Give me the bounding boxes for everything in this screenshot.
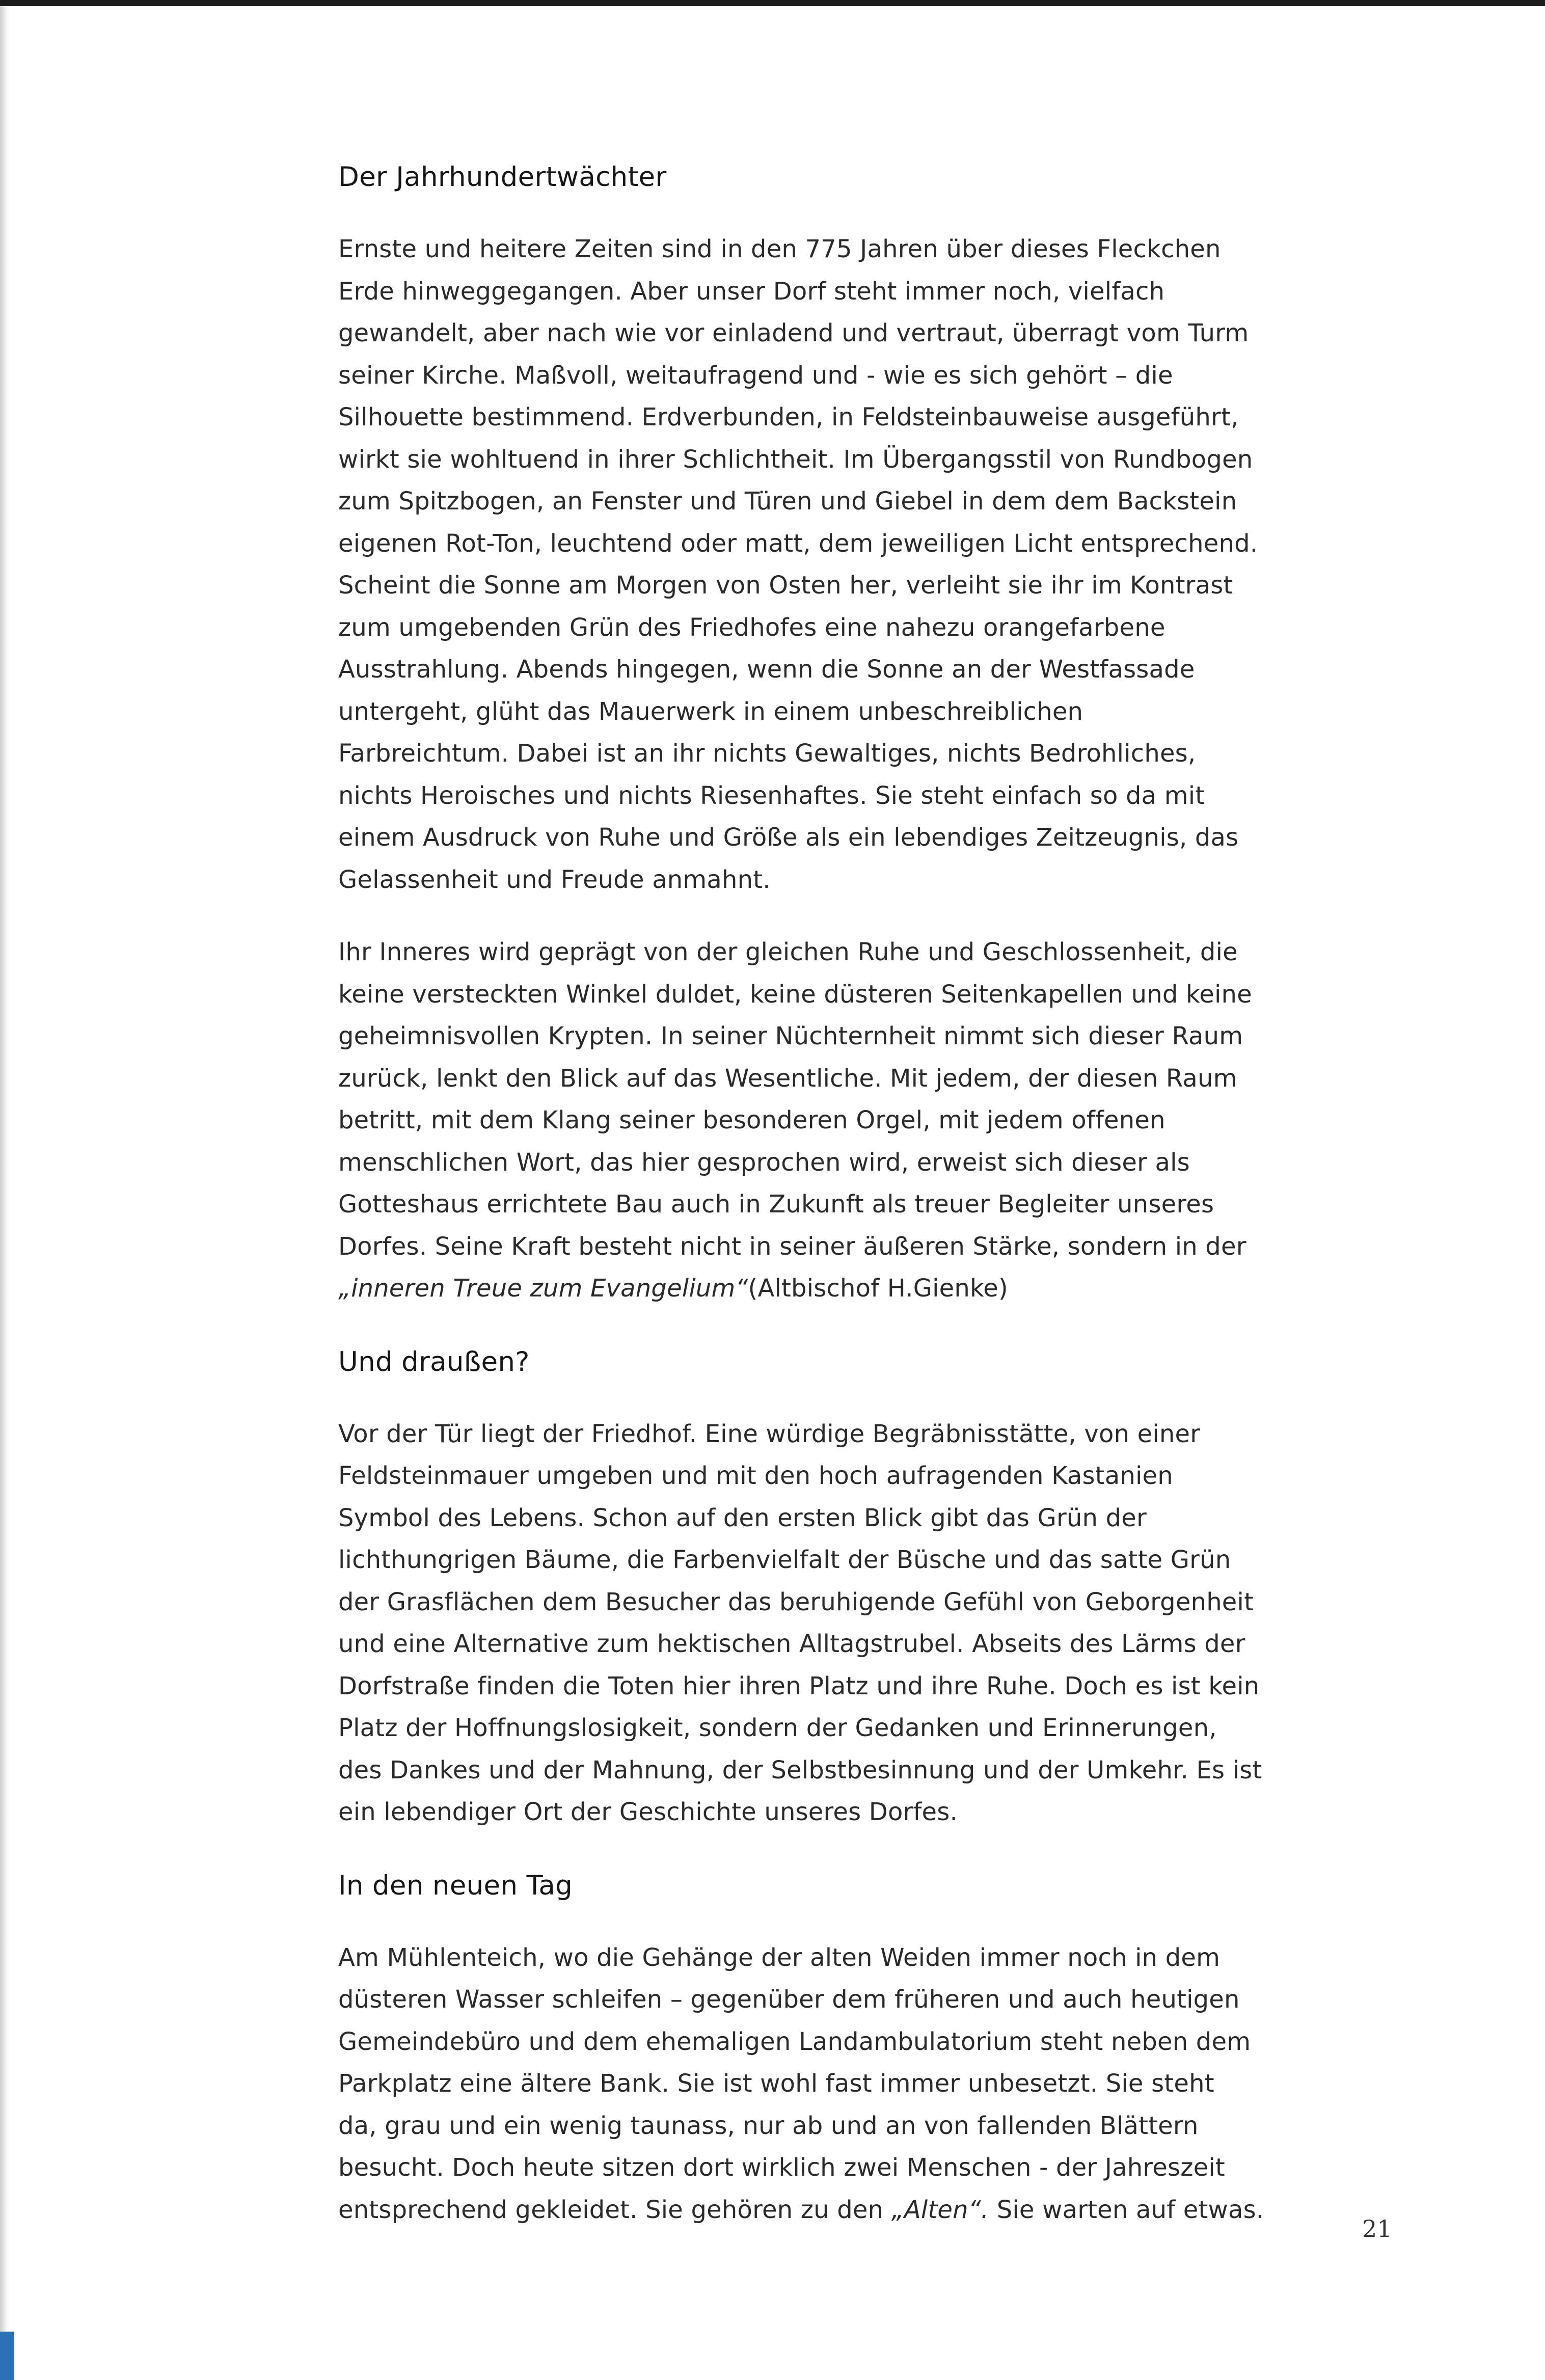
- text-line: des Dankes und der Mahnung, der Selbstbesinnung und der Umkehr. Es ist: [338, 1755, 1262, 1784]
- text-line: wirkt sie wohltuend in ihrer Schlichtheit. Im Übergangsstil von Rundbogen: [338, 445, 1253, 474]
- section-title: Der Jahrhundertwächter: [338, 161, 667, 193]
- text-line: Ihr Inneres wird geprägt von der gleichen Ruhe und Geschlossenheit, die: [338, 938, 1238, 966]
- text-line: zum Spitzbogen, an Fenster und Türen und Giebel in dem dem Backstein: [338, 487, 1237, 516]
- text-line: Gotteshaus errichtete Bau auch in Zukunft als treuer Begleiter unseres: [338, 1190, 1214, 1219]
- text-line: düsteren Wasser schleifen – gegenüber dem früheren und auch heutigen: [338, 1985, 1240, 2014]
- paragraph: [338, 931, 1398, 1310]
- text-line: [338, 2189, 1398, 2231]
- text-fragment: entsprechend gekleidet. Sie gehören zu den: [338, 2195, 891, 2224]
- text-line: lichthungrigen Bäume, die Farbenvielfalt der Büsche und das satte Grün: [338, 1546, 1231, 1574]
- page-number: 21: [1362, 2215, 1392, 2242]
- section-in-den-neuen-tag: [338, 1864, 1398, 2231]
- text-line: Ausstrahlung. Abends hingegen, wenn die Sonne an der Westfassade: [338, 655, 1195, 684]
- text-line: seiner Kirche. Maßvoll, weitaufragend und - wie es sich gehört – die: [338, 361, 1173, 390]
- text-line: Vor der Tür liegt der Friedhof. Eine würdige Begräbnisstätte, von einer: [338, 1419, 1201, 1448]
- text-line: menschlichen Wort, das hier gesprochen wird, erweist sich dieser als: [338, 1148, 1190, 1177]
- text-line: Am Mühlenteich, wo die Gehänge der alten Weiden immer noch in dem: [338, 1943, 1221, 1972]
- scan-corner-mark: [0, 2332, 14, 2380]
- section-jahrhundertwaechter: [338, 155, 1398, 1310]
- paragraph: [338, 1937, 1398, 2231]
- quote-attribution: (Altbischof H.Gienke): [748, 1274, 1008, 1303]
- text-line: und eine Alternative zum hektischen Alltagstrubel. Abseits des Lärms der: [338, 1630, 1245, 1658]
- text-line: Dorfes. Seine Kraft besteht nicht in seiner äußeren Stärke, sondern in der: [338, 1232, 1246, 1261]
- section-und-draussen: [338, 1340, 1398, 1833]
- text-line: Gemeindebüro und dem ehemaligen Landambulatorium steht neben dem: [338, 2027, 1251, 2056]
- text-line: Symbol des Lebens. Schon auf den ersten Blick gibt das Grün der: [338, 1503, 1147, 1532]
- text-line: ein lebendiger Ort der Geschichte unseres Dorfes.: [338, 1798, 958, 1826]
- text-line: zurück, lenkt den Blick auf das Wesentliche. Mit jedem, der diesen Raum: [338, 1064, 1237, 1093]
- text-line: Parkplatz eine ältere Bank. Sie ist wohl fast immer unbesetzt. Sie steht: [338, 2069, 1214, 2098]
- text-line: Silhouette bestimmend. Erdverbunden, in Feldsteinbauweise ausgeführt,: [338, 403, 1239, 431]
- text-line: eigenen Rot-Ton, leuchtend oder matt, dem jeweiligen Licht entsprechend.: [338, 529, 1258, 558]
- scan-left-shadow: [0, 6, 9, 2380]
- text-line: Dorfstraße finden die Toten hier ihren Platz und ihre Ruhe. Doch es ist kein: [338, 1671, 1260, 1700]
- text-line: Feldsteinmauer umgeben und mit den hoch aufragenden Kastanien: [338, 1462, 1173, 1490]
- text-line: einem Ausdruck von Ruhe und Größe als ein lebendiges Zeitzeugnis, das: [338, 823, 1239, 852]
- paragraph: [338, 228, 1398, 901]
- scan-top-border: [0, 0, 1545, 6]
- text-line: geheimnisvollen Krypten. In seiner Nüchternheit nimmt sich dieser Raum: [338, 1022, 1243, 1050]
- paragraph: [338, 1413, 1398, 1833]
- text-line: untergeht, glüht das Mauerwerk in einem unbeschreiblichen: [338, 697, 1083, 726]
- text-line: zum umgebenden Grün des Friedhofes eine nahezu orangefarbene: [338, 613, 1165, 642]
- text-line: Farbreichtum. Dabei ist an ihr nichts Gewaltiges, nichts Bedrohliches,: [338, 739, 1196, 768]
- section-title: In den neuen Tag: [338, 1870, 573, 1901]
- text-line: betritt, mit dem Klang seiner besonderen Orgel, mit jedem offenen: [338, 1106, 1165, 1134]
- quote-line: [338, 1267, 1398, 1310]
- text-line: Erde hinweggegangen. Aber unser Dorf steht immer noch, vielfach: [338, 277, 1165, 306]
- text-line: der Grasflächen dem Besucher das beruhigende Gefühl von Geborgenheit: [338, 1587, 1254, 1616]
- section-title: Und draußen?: [338, 1346, 530, 1377]
- text-line: nichts Heroisches und nichts Riesenhaftes. Sie steht einfach so da mit: [338, 781, 1205, 810]
- text-line: besucht. Doch heute sitzen dort wirklich zwei Menschen - der Jahreszeit: [338, 2153, 1225, 2182]
- quote-text: „inneren Treue zum Evangelium“: [338, 1274, 748, 1303]
- text-line: Platz der Hoffnungslosigkeit, sondern der Gedanken und Erinnerungen,: [338, 1714, 1217, 1742]
- text-line: keine versteckten Winkel duldet, keine düsteren Seitenkapellen und keine: [338, 980, 1252, 1009]
- text-line: gewandelt, aber nach wie vor einladend und vertraut, überragt vom Turm: [338, 319, 1249, 347]
- quote-text: „Alten“.: [891, 2195, 989, 2224]
- text-line: da, grau und ein wenig taunass, nur ab und an von fallenden Blättern: [338, 2111, 1199, 2140]
- text-line: Gelassenheit und Freude anmahnt.: [338, 865, 771, 894]
- text-fragment: Sie warten auf etwas.: [989, 2195, 1264, 2224]
- page-content: [338, 155, 1398, 2261]
- text-line: Scheint die Sonne am Morgen von Osten her, verleiht sie ihr im Kontrast: [338, 571, 1233, 600]
- text-line: Ernste und heitere Zeiten sind in den 775 Jahren über dieses Fleckchen: [338, 235, 1221, 263]
